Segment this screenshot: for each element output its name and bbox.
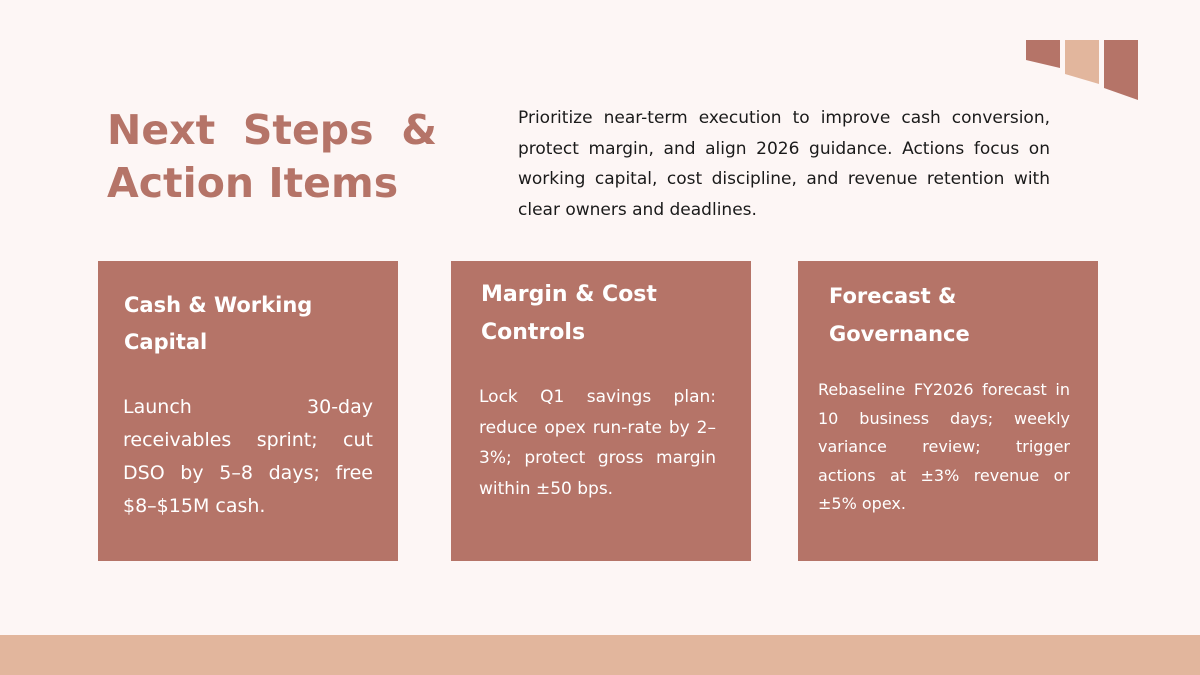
card-forecast-governance [798,261,1098,561]
card-title: Forecast & Governance [829,284,970,346]
footer-band [0,635,1200,675]
deco-panel-middle [1065,40,1099,84]
card-cash-working-capital [98,261,398,561]
card-body: Launch 30-day receivables sprint; cut DSO by 5–8 days; free $8–$15M cash. [123,396,373,517]
decorative-panels-graphic [1020,36,1144,106]
deco-panel-left [1026,40,1060,68]
card-title: Margin & Cost Controls [481,282,657,345]
card-body: Lock Q1 savings plan: reduce opex run-rate by 2–3%; protect gross margin within ±50 bps. [479,387,716,499]
slide-title: Next Steps & Action Items [107,106,437,207]
card-body: Rebaseline FY2026 forecast in 10 business days; weekly variance review; trigger actions at ±3% revenue or ±5% opex. [818,380,1070,513]
card-title: Cash & Working Capital [124,293,313,354]
deco-panel-right [1104,40,1138,100]
intro-paragraph: Prioritize near-term execution to improve cash conversion, protect margin, and align 2026 guidance. Actions focus on working capital, cost discipline, and revenue retention with clear owners and deadlines. [518,108,1050,220]
card-margin-cost-controls [451,261,751,561]
